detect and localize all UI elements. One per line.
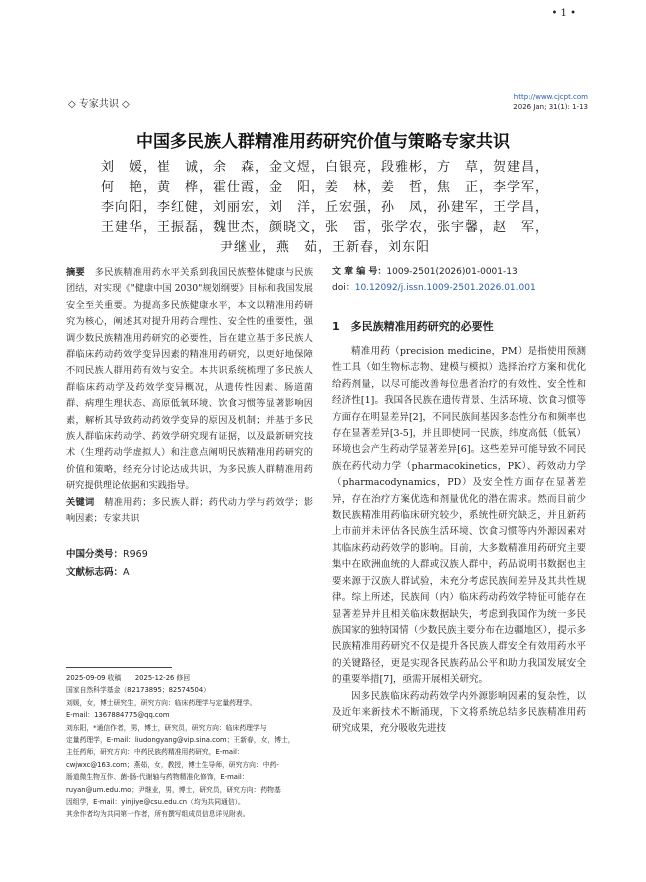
footnote-line: 2025-09-09 收稿 2025-12-26 修回 xyxy=(66,674,191,682)
doi xyxy=(332,280,586,296)
clc-value: R969 xyxy=(123,548,148,560)
footnote-line: cwjwxc@163.com；燕茹，女，教授，博士生导师，研究方向：中药- xyxy=(66,760,279,769)
author-line: 王建华，王振磊，魏世杰，颜晓文，张 雷，张学农，张宇馨，赵 军， xyxy=(100,220,549,235)
author-line: 何 艳，黄 桦，霍仕霞，金 阳，姜 林，姜 哲，焦 正，李学军， xyxy=(100,180,549,195)
left-column xyxy=(66,265,313,582)
journal-url-link[interactable]: http://www.cjcpt.com xyxy=(513,93,588,101)
footnote-line: 主任药师，研究方向：中药民族药精准用药研究，E-mail： xyxy=(66,748,244,757)
author-line: 尹继业，燕 茹，王新春，刘东阳 xyxy=(219,240,430,255)
body-paragraph: 精准用药（precision medicine，PM）是指使用预测性工具（如生物标志物、建模与模拟）选择治疗方案和优化给药剂量，以尽可能改善每位患者治疗的有效性、安全性和经济性[1]。我国各民族在遗传背景、生活环境、饮食习惯等方面存在明显差异[2]，不同民族间基因多态性分布和频率也存在显著差异[3-5]，并且即使同一民族，纬度高低（低氧）环境也会产生药动学显著差异[6]。这些差异可能导致不同民族在药代动力学（pharmacokinetics，PK）、药效动力学（pharmacodynamics，PD）及安全性方面存在显著差异，存在治疗方案优选和剂量优化的潜在需求。然而目前少数民族精准用药临床研究较少，系统性研究缺乏，并且新药上市前并未评估各民族生活环境、饮食习惯等内外源因素对其临床药动药效学的影响。目前，大多数精准用药研究主要集中在欧洲血统的人群或汉族人群中，药品说明书数据也主要来源于汉族人群试验，未充分考虑民族间差异及其共性规律。综上所述，民族间（内）临床药动药效学特征可能存在显著差异并且相关临床数据缺失，考虑到我国作为统一多民族国家的独特国情（少数民族主要分布在边疆地区），提示多民族精准用药研究不仅是提升各民族人群安全有效用药水平的关键路径，更是实现各民族药品公平和助力我国发展安全的重要举措[7]，亟需开展相关研究。 xyxy=(332,346,586,686)
keywords-label: 关键词 xyxy=(66,496,95,508)
doi-label: doi： xyxy=(332,283,355,293)
footnote-line: E-mail：1367884775@qq.com xyxy=(66,711,170,720)
author-line: 李向阳，李红健，刘丽宏，刘 洋，丘宏强，孙 凤，孙建军，王学昌， xyxy=(100,200,549,215)
citation: 2026 Jan; 31(1): 1-13 xyxy=(513,103,588,111)
author-list xyxy=(60,158,590,258)
document-code xyxy=(66,564,313,582)
doc-code-label: 文献标志码： xyxy=(66,566,124,578)
abstract-text: 多民族精准用药水平关系到我国民族整体健康与民族团结，对实现《"健康中国 2030"规划纲要》目标和我国发展安全至关重要。为提高多民族健康水平，本文以精准用药研究为核心，阐述其对提升用药合理性、安全性的重要性，强调少数民族精准用药研究的必要性，旨在建立基于多民族人群临床药动药效学变异因素的精准用药研究，以更好地保障不同民族人群用药有效与安全。本共识系统梳理了多民族人群临床药动学及药效学变异概况，从遗传性因素、肠道菌群、病理生理状态、高原低氧环境、饮食习惯等显著影响因素，解析其导致药动药效学变异的原因及机制；并基于多民族人群临床药动学、药效学研究现有证据，以及最新研究技术（生理药动学虚拟人）和注意点阐明民族精准用药研究的价值和策略，经充分讨论达成共识，为多民族人群精准用药研究提供理论依据和实践指导。 xyxy=(66,267,314,492)
section-heading: 1 多民族精准用药研究的必要性 xyxy=(332,320,494,333)
article-number-value: 1009-2501(2026)01-0001-13 xyxy=(386,267,518,277)
author-line: 刘 媛，崔 诚，余 森，金文煜，白银亮，段雅彬，方 草，贺建昌， xyxy=(100,160,549,175)
footnote-divider xyxy=(66,667,172,668)
footnote-line: ruyan@um.edu.mo；尹继业，男，博士，研究员，研究方向：药物基 xyxy=(66,785,281,794)
footnote-line: 因组学，E-mail：yinjiye@csu.edu.cn（均为共同通信）。 xyxy=(66,798,245,807)
classification-number xyxy=(66,546,313,564)
body-paragraph: 因多民族临床药动药效学内外源影响因素的复杂性，以及近年来新技术不断涌现，下文将系统总结多民族精准用药研究成果，充分吸收先进技 xyxy=(332,690,586,735)
article-title: 中国多民族人群精准用药研究价值与策略专家共识 xyxy=(136,132,510,152)
keywords-text: 精准用药；多民族人群；药代动力学与药效学；影响因素；专家共识 xyxy=(66,496,314,525)
footnote-line: 定量药理学，E-mail：liudongyang@vip.sina.com；王新春，女，博士， xyxy=(66,736,295,745)
right-column xyxy=(332,264,586,738)
abstract-label: 摘要 xyxy=(66,267,86,278)
clc-label: 中国分类号： xyxy=(66,548,124,560)
footnotes xyxy=(66,672,316,821)
footnote-line: 肠道微生物互作、菌-肠-代谢轴与药物精准化修饰，E-mail： xyxy=(66,773,249,782)
keywords xyxy=(66,495,313,528)
section-tag: ◇ 专家共识 ◇ xyxy=(68,99,130,110)
article-number xyxy=(332,264,586,280)
page-number: • 1 • xyxy=(551,8,576,19)
footnote-line: 刘东阳，*通信作者，男，博士，研究员，研究方向：临床药理学与 xyxy=(66,723,267,732)
doc-code-value: A xyxy=(123,566,130,578)
doi-link[interactable]: 10.12092/j.issn.1009-2501.2026.01.001 xyxy=(354,283,536,293)
journal-meta xyxy=(513,92,588,112)
footnote-line: 国家自然科学基金（82173895；82574504） xyxy=(66,686,210,695)
article-number-label: 文 章 编 号： xyxy=(332,267,387,277)
footnote-line: 其余作者均为共同第一作者，所有撰写组成员信息详见附表。 xyxy=(66,810,250,819)
abstract xyxy=(66,265,313,495)
footnote-line: 刘媛，女，博士研究生，研究方向：临床药理学与定量药理学。 xyxy=(66,698,257,707)
